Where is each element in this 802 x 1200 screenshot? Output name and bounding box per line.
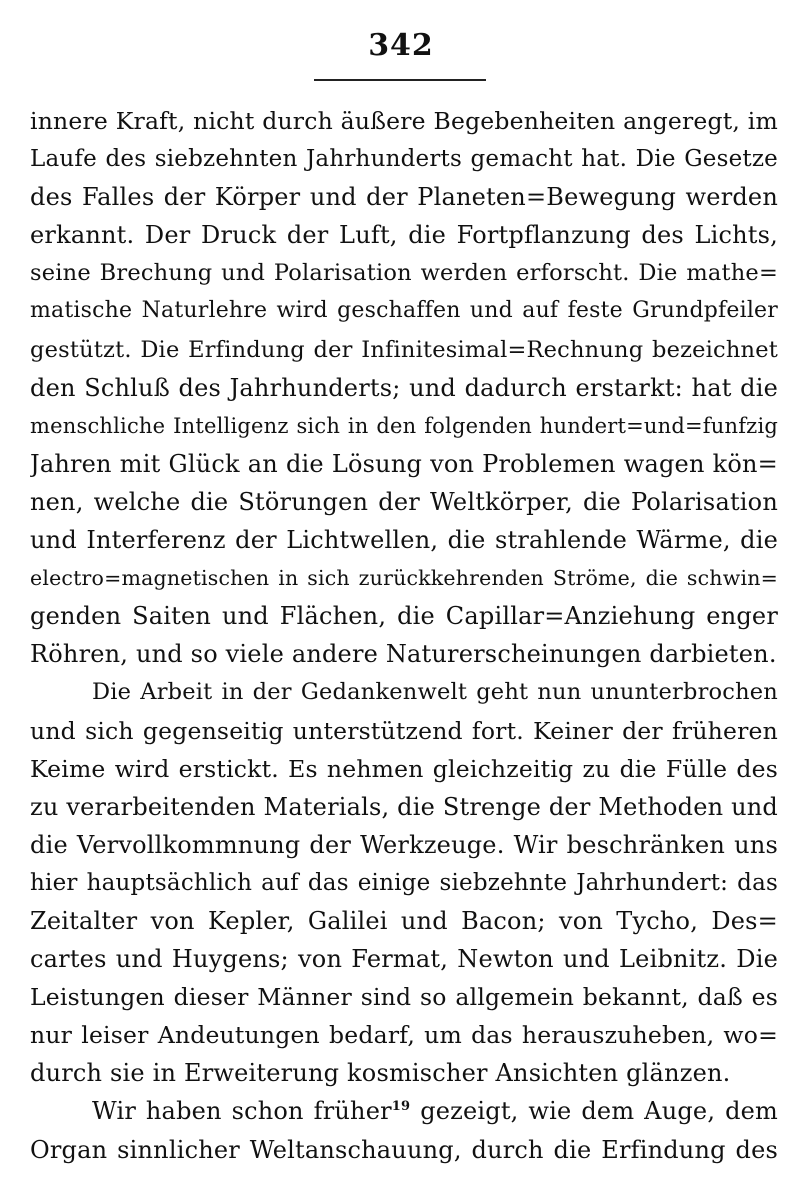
text-line: Keime wird erstickt. Es nehmen gleichzeitig zu die Fülle des <box>30 754 778 783</box>
text-line: innere Kraft, nicht durch äußere Begebenheiten angeregt, im <box>30 107 778 135</box>
page-number: 342 <box>368 28 434 63</box>
text-line: erkannt. Der Druck der Luft, die Fortpflanzung des Lichts, <box>30 221 778 250</box>
text-line: hier hauptsächlich auf das einige siebzehnte Jahrhundert: das <box>30 869 778 896</box>
text-line: und sich gegenseitig unterstützend fort. Keiner der früheren <box>30 716 778 745</box>
text-line: matische Naturlehre wird geschaffen und auf feste Grundpfeiler <box>30 298 778 324</box>
footnote-reference[interactable]: 19 <box>391 1099 411 1115</box>
text-line: menschliche Intelligenz sich in den folgenden hundert=und=funfzig <box>30 413 778 438</box>
text-line: Zeitalter von Kepler, Galilei und Bacon; von Tycho, Des= <box>30 906 778 935</box>
text-line: gestützt. Die Erfindung der Infinitesimal=Rechnung bezeichnet <box>30 336 778 363</box>
text-line: Jahren mit Glück an die Lösung von Problemen wagen kön= <box>30 449 778 478</box>
text-line: Laufe des siebzehnten Jahrhunderts gemacht hat. Die Gesetze <box>30 146 778 173</box>
body-text <box>30 102 778 1169</box>
text-line: electro=magnetischen in sich zurückkehrenden Ströme, die schwin= <box>30 566 778 591</box>
text-line: Leistungen dieser Männer sind so allgemein bekannt, daß es <box>30 983 778 1012</box>
text-line: die Vervollkommnung der Werkzeuge. Wir beschränken uns <box>30 830 778 859</box>
text-line: nur leiser Andeutungen bedarf, um das herauszuheben, wo= <box>30 1021 778 1050</box>
paragraph-start-line: Die Arbeit in der Gedankenwelt geht nun ununterbrochen <box>92 679 778 706</box>
text-fragment: Wir haben schon früher <box>92 1097 392 1126</box>
text-line: zu verarbeitenden Materials, die Strenge der Methoden und <box>30 792 778 821</box>
text-line: des Falles der Körper und der Planeten=Bewegung werden <box>30 183 778 212</box>
text-line: durch sie in Erweiterung kosmischer Ansichten glänzen. <box>30 1059 731 1088</box>
text-line: den Schluß des Jahrhunderts; und dadurch erstarkt: hat die <box>30 373 778 402</box>
text-line: nen, welche die Störungen der Weltkörper, die Polarisation <box>30 487 778 516</box>
text-line: Röhren, und so viele andere Naturerscheinungen darbieten. <box>30 640 777 669</box>
text-fragment: gezeigt, wie dem Auge, dem <box>410 1097 778 1126</box>
text-line: seine Brechung und Polarisation werden erforscht. Die mathe= <box>30 260 778 287</box>
text-line: cartes und Huygens; von Fermat, Newton und Leibnitz. Die <box>30 945 778 974</box>
paragraph-start-line <box>30 1092 778 1130</box>
header-rule <box>314 79 486 81</box>
text-line: Organ sinnlicher Weltanschauung, durch die Erfindung des <box>30 1135 778 1164</box>
text-line: und Interferenz der Lichtwellen, die strahlende Wärme, die <box>30 526 778 555</box>
text-line: genden Saiten und Flächen, die Capillar=Anziehung enger <box>30 602 778 631</box>
